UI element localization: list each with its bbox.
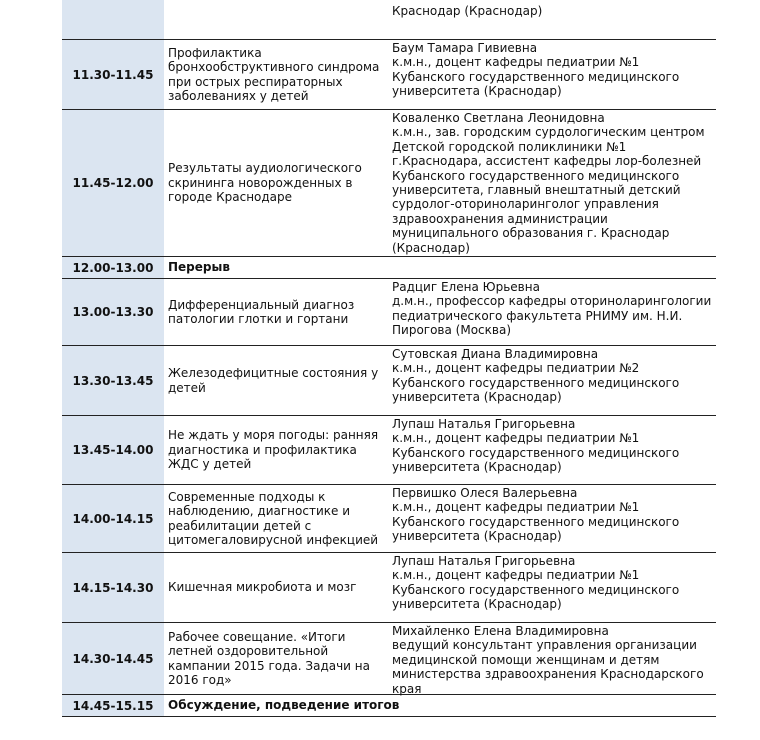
speaker-cell	[390, 623, 716, 694]
time-cell: 14.00-14.15	[62, 485, 164, 552]
speaker-cell	[390, 346, 716, 415]
topic-cell: Дифференциальный диагноз патологии глотки и гортани	[168, 297, 355, 326]
speaker-description: к.м.н., зав. городским сурдологическим центром Детской городской поликлиники №1 г.Краснодара, ассистент кафедры лор-болезней Кубанского государственного медицинского университета, главный внештатный детский сурдолог-оториноларинголог управления здравоохранения администрации муниципального образования г. Краснодар (Краснодар)	[392, 125, 705, 255]
program-schedule-table	[62, 0, 716, 717]
final-label: Обсуждение, подведение итогов	[168, 698, 400, 713]
speaker-description: Краснодар (Краснодар)	[392, 4, 543, 18]
topic-cell: Современные подходы к наблюдению, диагностике и реабилитации детей с цитомегаловирусной инфекцией	[168, 489, 379, 547]
speaker-name: Лупаш Наталья Григорьевна	[392, 554, 576, 568]
speaker-cell	[390, 485, 716, 552]
speaker-cell	[390, 279, 716, 345]
speaker-description: ведущий консультант управления организации медицинской помощи женщинам и детям министерства здравоохранения Краснодарского края	[392, 638, 704, 696]
table-row-continuation	[62, 0, 716, 40]
topic-cell: Профилактика бронхообструктивного синдрома при острых респираторных заболеваниях у детей	[168, 45, 380, 103]
time-cell: 12.00-13.00	[62, 257, 164, 278]
time-cell: 11.30-11.45	[62, 40, 164, 109]
speaker-name: Первишко Олеся Валерьевна	[392, 486, 578, 500]
table-row	[62, 416, 716, 485]
speaker-description: к.м.н., доцент кафедры педиатрии №1 Кубанского государственного медицинского университета (Краснодар)	[392, 500, 680, 544]
time-cell: 13.00-13.30	[62, 279, 164, 345]
topic-cell: Результаты аудиологического скрининга новорожденных в городе Краснодаре	[168, 161, 362, 205]
topic-cell: Кишечная микробиота и мозг	[168, 580, 357, 595]
speaker-cell	[390, 40, 716, 109]
speaker-name: Лупаш Наталья Григорьевна	[392, 417, 576, 431]
speaker-cell	[390, 0, 716, 39]
topic-cell: Не ждать у моря погоды: ранняя диагностика и профилактика ЖДС у детей	[168, 428, 379, 472]
time-cell: 13.30-13.45	[62, 346, 164, 415]
speaker-cell	[390, 110, 716, 256]
time-cell	[62, 0, 164, 39]
table-row-final	[62, 695, 716, 717]
speaker-name: Коваленко Светлана Леонидовна	[392, 111, 605, 125]
time-cell: 14.15-14.30	[62, 553, 164, 622]
time-cell: 14.45-15.15	[62, 695, 164, 716]
time-cell: 14.30-14.45	[62, 623, 164, 694]
speaker-description: к.м.н., доцент кафедры педиатрии №1 Кубанского государственного медицинского университета (Краснодар)	[392, 55, 680, 99]
topic-cell: Рабочее совещание. «Итоги летней оздоровительной кампании 2015 года. Задачи на 2016 год»	[168, 629, 370, 687]
speaker-name: Радциг Елена Юрьевна	[392, 280, 540, 294]
table-row	[62, 485, 716, 553]
speaker-cell	[390, 553, 716, 622]
speaker-cell	[390, 416, 716, 484]
break-label: Перерыв	[168, 260, 230, 275]
speaker-description: д.м.н., профессор кафедры оториноларингологии педиатрического факультета РНИМУ им. Н.И. Пирогова (Москва)	[392, 294, 712, 338]
speaker-description: к.м.н., доцент кафедры педиатрии №1 Кубанского государственного медицинского университета (Краснодар)	[392, 431, 680, 475]
table-row	[62, 623, 716, 695]
topic-cell: Железодефицитные состояния у детей	[168, 366, 379, 395]
table-row	[62, 110, 716, 257]
table-row-break	[62, 257, 716, 279]
table-row	[62, 279, 716, 346]
speaker-name: Михайленко Елена Владимировна	[392, 624, 609, 638]
table-row	[62, 346, 716, 416]
speaker-name: Баум Тамара Гивиевна	[392, 41, 538, 55]
speaker-name: Сутовская Диана Владимировна	[392, 347, 599, 361]
topic-cell	[164, 0, 390, 39]
speaker-description: к.м.н., доцент кафедры педиатрии №1 Кубанского государственного медицинского университета (Краснодар)	[392, 568, 680, 612]
time-cell: 13.45-14.00	[62, 416, 164, 484]
table-row	[62, 553, 716, 623]
time-cell: 11.45-12.00	[62, 110, 164, 256]
speaker-description: к.м.н., доцент кафедры педиатрии №2 Кубанского государственного медицинского университета (Краснодар)	[392, 361, 680, 405]
table-row	[62, 40, 716, 110]
